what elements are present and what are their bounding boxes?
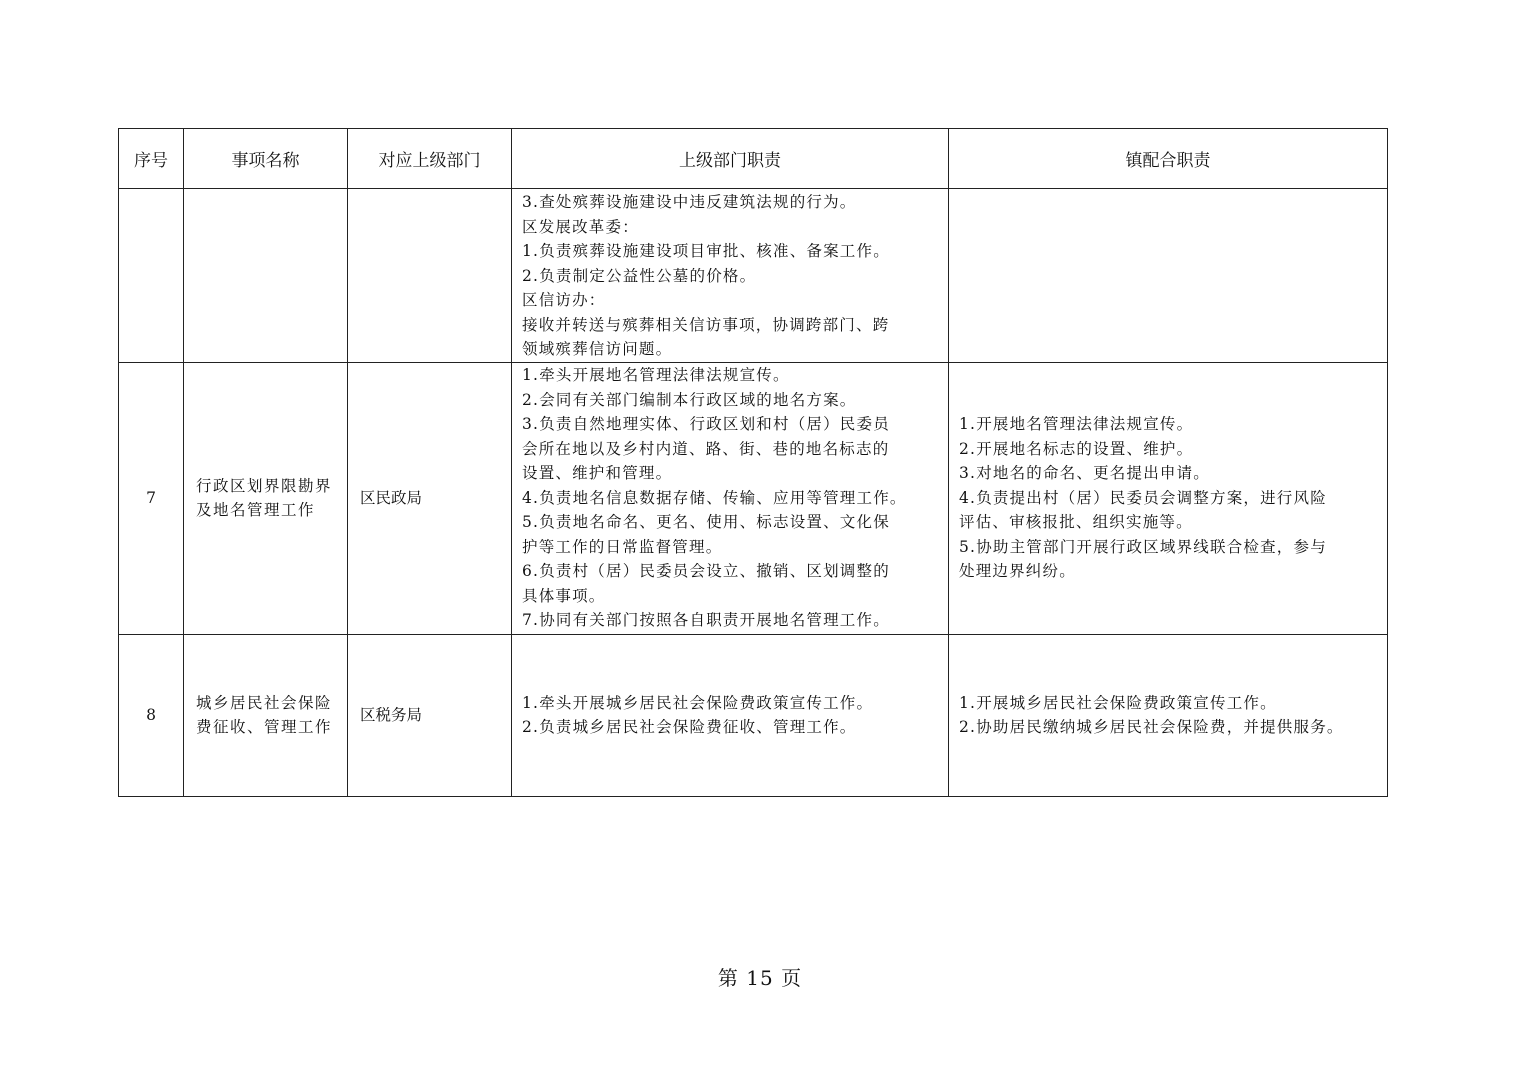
duty-line: 5.负责地名命名、更名、使用、标志设置、文化保 xyxy=(522,513,890,532)
header-upper-duty: 上级部门职责 xyxy=(512,129,949,189)
header-town-duty: 镇配合职责 xyxy=(949,129,1388,189)
town-duty-line: 1.开展地名管理法律法规宣传。 xyxy=(959,415,1194,434)
row-no: 8 xyxy=(119,634,184,796)
duty-line: 区信访办： xyxy=(522,291,606,309)
row-upper-dept xyxy=(348,189,512,363)
table-row xyxy=(119,189,1388,363)
duty-line: 3.查处殡葬设施建设中违反建筑法规的行为。 xyxy=(522,193,857,211)
duty-table xyxy=(118,128,1388,797)
row-upper-duty xyxy=(512,634,949,796)
header-item-name: 事项名称 xyxy=(184,129,348,189)
item-name-text: 城乡居民社会保险费征收、管理工作 xyxy=(196,693,333,736)
row-upper-duty xyxy=(512,189,949,363)
duty-line: 2.负责城乡居民社会保险费征收、管理工作。 xyxy=(522,718,857,736)
duty-line: 领域殡葬信访问题。 xyxy=(522,340,673,358)
town-duty-line: 2.协助居民缴纳城乡居民社会保险费，并提供服务。 xyxy=(959,718,1344,736)
duty-line: 设置、维护和管理。 xyxy=(522,464,673,483)
duty-line: 区发展改革委： xyxy=(522,217,639,236)
town-duty-line: 处理边界纠纷。 xyxy=(959,562,1076,581)
duty-line: 2.负责制定公益性公墓的价格。 xyxy=(522,266,757,285)
duty-line: 4.负责地名信息数据存储、传输、应用等管理工作。 xyxy=(522,488,907,507)
row-town-duty xyxy=(949,634,1388,796)
duty-line: 接收并转送与殡葬相关信访事项，协调跨部门、跨 xyxy=(522,315,890,334)
page-number: 第 15 页 xyxy=(717,966,803,990)
duty-line: 1.负责殡葬设施建设项目审批、核准、备案工作。 xyxy=(522,242,890,260)
duty-line: 1.牵头开展城乡居民社会保险费政策宣传工作。 xyxy=(522,693,874,712)
town-duty-line: 5.协助主管部门开展行政区域界线联合检查，参与 xyxy=(959,537,1327,556)
table-header-row xyxy=(119,129,1388,189)
row-upper-dept: 区民政局 xyxy=(348,362,512,634)
row-upper-duty xyxy=(512,362,949,634)
table-row xyxy=(119,634,1388,796)
duty-line: 具体事项。 xyxy=(522,586,606,605)
row-item-name xyxy=(184,634,348,796)
town-duty-line: 4.负责提出村（居）民委员会调整方案，进行风险 xyxy=(959,488,1327,507)
row-no xyxy=(119,189,184,363)
row-upper-dept: 区税务局 xyxy=(348,634,512,796)
row-item-name xyxy=(184,362,348,634)
row-no: 7 xyxy=(119,362,184,634)
duty-line: 护等工作的日常监督管理。 xyxy=(522,537,723,556)
town-duty-line: 评估、审核报批、组织实施等。 xyxy=(959,513,1193,532)
duty-line: 6.负责村（居）民委员会设立、撤销、区划调整的 xyxy=(522,562,890,581)
duty-line: 3.负责自然地理实体、行政区划和村（居）民委员 xyxy=(522,415,890,434)
header-upper-dept: 对应上级部门 xyxy=(348,129,512,189)
row-town-duty xyxy=(949,362,1388,634)
item-name-text: 行政区划界限勘界及地名管理工作 xyxy=(196,476,333,519)
table-row xyxy=(119,362,1388,634)
duty-line: 会所在地以及乡村内道、路、街、巷的地名标志的 xyxy=(522,439,890,458)
town-duty-line: 1.开展城乡居民社会保险费政策宣传工作。 xyxy=(959,693,1277,712)
duty-line: 1.牵头开展地名管理法律法规宣传。 xyxy=(522,366,790,385)
town-duty-line: 2.开展地名标志的设置、维护。 xyxy=(959,439,1194,458)
row-town-duty xyxy=(949,189,1388,363)
duty-line: 7.协同有关部门按照各自职责开展地名管理工作。 xyxy=(522,611,890,630)
duty-line: 2.会同有关部门编制本行政区域的地名方案。 xyxy=(522,390,857,409)
row-item-name xyxy=(184,189,348,363)
town-duty-line: 3.对地名的命名、更名提出申请。 xyxy=(959,464,1210,483)
header-no: 序号 xyxy=(119,129,184,189)
